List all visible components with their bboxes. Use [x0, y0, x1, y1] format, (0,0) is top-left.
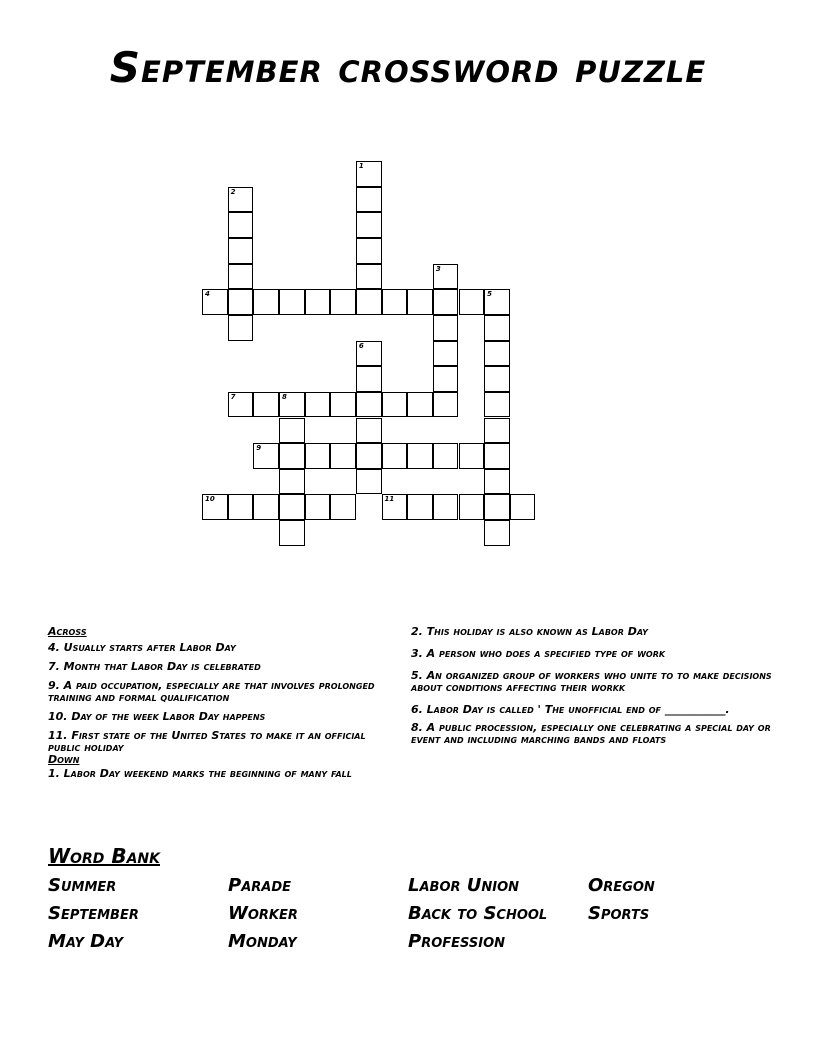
- crossword-cell[interactable]: [484, 443, 510, 469]
- crossword-cell[interactable]: [253, 289, 279, 315]
- crossword-cell[interactable]: [356, 161, 382, 187]
- clue-number: 3: [435, 264, 441, 273]
- clues-left-column: [48, 626, 388, 787]
- crossword-cell[interactable]: [330, 392, 356, 418]
- crossword-cell[interactable]: [253, 443, 279, 469]
- clue-across-10: 10. Day of the week Labor Day happens: [48, 710, 266, 723]
- crossword-cell[interactable]: [356, 289, 382, 315]
- crossword-cell[interactable]: [382, 392, 408, 418]
- word-bank-item: Sports: [588, 903, 650, 924]
- clue-number: 5: [487, 290, 493, 299]
- clue-number: 4: [205, 290, 210, 299]
- crossword-cell[interactable]: [228, 264, 254, 290]
- crossword-cell[interactable]: [484, 494, 510, 520]
- clue-down-3: 3. A person who does a specified type of work: [411, 647, 666, 660]
- crossword-cell[interactable]: [330, 494, 356, 520]
- word-bank-item: Worker: [228, 903, 298, 924]
- clue-down-6: 6. Labor Day is called ' The unofficial end of ___________.: [411, 703, 730, 716]
- clue-across-4: 4. Usually starts after Labor Day: [48, 641, 236, 654]
- crossword-cell[interactable]: [484, 289, 510, 315]
- crossword-cell[interactable]: [279, 494, 305, 520]
- clue-across-11: 11. First state of the United States to make it an official public holiday: [48, 729, 366, 754]
- clue-number: 7: [230, 392, 236, 401]
- crossword-cell[interactable]: [484, 418, 510, 444]
- crossword-cell[interactable]: [279, 520, 305, 546]
- clue-across-7: 7. Month that Labor Day is celebrated: [48, 660, 261, 673]
- clue-number: 9: [256, 444, 262, 453]
- crossword-cell[interactable]: [330, 289, 356, 315]
- crossword-cell[interactable]: [433, 443, 459, 469]
- crossword-cell[interactable]: [356, 341, 382, 367]
- crossword-cell[interactable]: [253, 494, 279, 520]
- crossword-cell[interactable]: [484, 341, 510, 367]
- crossword-cell[interactable]: [433, 264, 459, 290]
- clue-down-1: 1. Labor Day weekend marks the beginning of many fall: [48, 767, 352, 780]
- crossword-cell[interactable]: [484, 392, 510, 418]
- down-heading: Down: [48, 753, 80, 766]
- crossword-cell[interactable]: [279, 392, 305, 418]
- crossword-cell[interactable]: [279, 418, 305, 444]
- crossword-cell[interactable]: [382, 443, 408, 469]
- crossword-cell[interactable]: [228, 238, 254, 264]
- crossword-cell[interactable]: [356, 418, 382, 444]
- clue-down-5: 5. An organized group of workers who unite to to make decisions about conditions affecting their workk: [411, 669, 772, 694]
- crossword-cell[interactable]: [279, 289, 305, 315]
- crossword-cell[interactable]: [253, 392, 279, 418]
- crossword-cell[interactable]: [459, 494, 485, 520]
- crossword-cell[interactable]: [356, 212, 382, 238]
- clue-number: 6: [358, 341, 364, 350]
- clue-number: 2: [230, 187, 236, 196]
- clue-across-9: 9. A paid occupation, especially are that involves prolonged training and formal qualification: [48, 679, 375, 704]
- word-bank-item: Labor Union: [408, 875, 520, 896]
- crossword-cell[interactable]: [484, 366, 510, 392]
- crossword-cell[interactable]: [305, 289, 331, 315]
- crossword-cell[interactable]: [433, 494, 459, 520]
- word-bank-title: Word Bank: [48, 844, 160, 868]
- crossword-cell[interactable]: [459, 443, 485, 469]
- crossword-cell[interactable]: [433, 366, 459, 392]
- crossword-cell[interactable]: [407, 289, 433, 315]
- crossword-cell[interactable]: [382, 289, 408, 315]
- crossword-cell[interactable]: [407, 392, 433, 418]
- crossword-cell[interactable]: [202, 494, 228, 520]
- clue-down-8: 8. A public procession, especially one celebrating a special day or event and including marching bands and floats: [411, 721, 771, 746]
- crossword-cell[interactable]: [305, 443, 331, 469]
- crossword-cell[interactable]: [356, 469, 382, 495]
- crossword-cell[interactable]: [433, 289, 459, 315]
- crossword-cell[interactable]: [356, 392, 382, 418]
- crossword-cell[interactable]: [484, 469, 510, 495]
- crossword-cell[interactable]: [433, 315, 459, 341]
- word-bank-item: May Day: [48, 931, 124, 952]
- crossword-cell[interactable]: [228, 212, 254, 238]
- crossword-cell[interactable]: [330, 443, 356, 469]
- word-bank-item: Summer: [48, 875, 117, 896]
- page-title: September crossword puzzle: [109, 43, 707, 92]
- clue-number: 1: [358, 162, 364, 170]
- crossword-cell[interactable]: [356, 366, 382, 392]
- crossword-cell[interactable]: [279, 469, 305, 495]
- crossword-cell[interactable]: [228, 187, 254, 213]
- crossword-cell[interactable]: [279, 443, 305, 469]
- crossword-cell[interactable]: [228, 494, 254, 520]
- crossword-grid: [202, 161, 536, 547]
- word-bank-item: Parade: [228, 875, 291, 896]
- crossword-cell[interactable]: [202, 289, 228, 315]
- crossword-cell[interactable]: [382, 494, 408, 520]
- crossword-cell[interactable]: [484, 520, 510, 546]
- crossword-cell[interactable]: [228, 289, 254, 315]
- across-heading: Across: [48, 625, 87, 638]
- crossword-cell[interactable]: [356, 238, 382, 264]
- clues-right-column: [411, 626, 776, 753]
- crossword-cell[interactable]: [407, 443, 433, 469]
- word-bank-item: Oregon: [588, 875, 655, 896]
- crossword-cell[interactable]: [305, 392, 331, 418]
- clue-number: 11: [384, 495, 395, 504]
- crossword-cell[interactable]: [228, 315, 254, 341]
- crossword-cell[interactable]: [433, 392, 459, 418]
- crossword-cell[interactable]: [459, 289, 485, 315]
- word-bank-item: Monday: [228, 931, 297, 952]
- clue-number: 10: [205, 495, 215, 504]
- clue-number: 8: [281, 392, 287, 401]
- crossword-cell[interactable]: [510, 494, 536, 520]
- crossword-cell[interactable]: [433, 341, 459, 367]
- crossword-cell[interactable]: [356, 187, 382, 213]
- word-bank-item: September: [48, 903, 139, 924]
- crossword-cell[interactable]: [484, 315, 510, 341]
- clue-down-2: 2. This holiday is also known as Labor Day: [411, 625, 648, 638]
- crossword-cell[interactable]: [356, 264, 382, 290]
- crossword-cell[interactable]: [305, 494, 331, 520]
- crossword-cell[interactable]: [228, 392, 254, 418]
- crossword-cell[interactable]: [356, 443, 382, 469]
- word-bank-item: Back to School: [408, 903, 548, 924]
- crossword-cell[interactable]: [407, 494, 433, 520]
- word-bank-item: Profession: [408, 931, 506, 952]
